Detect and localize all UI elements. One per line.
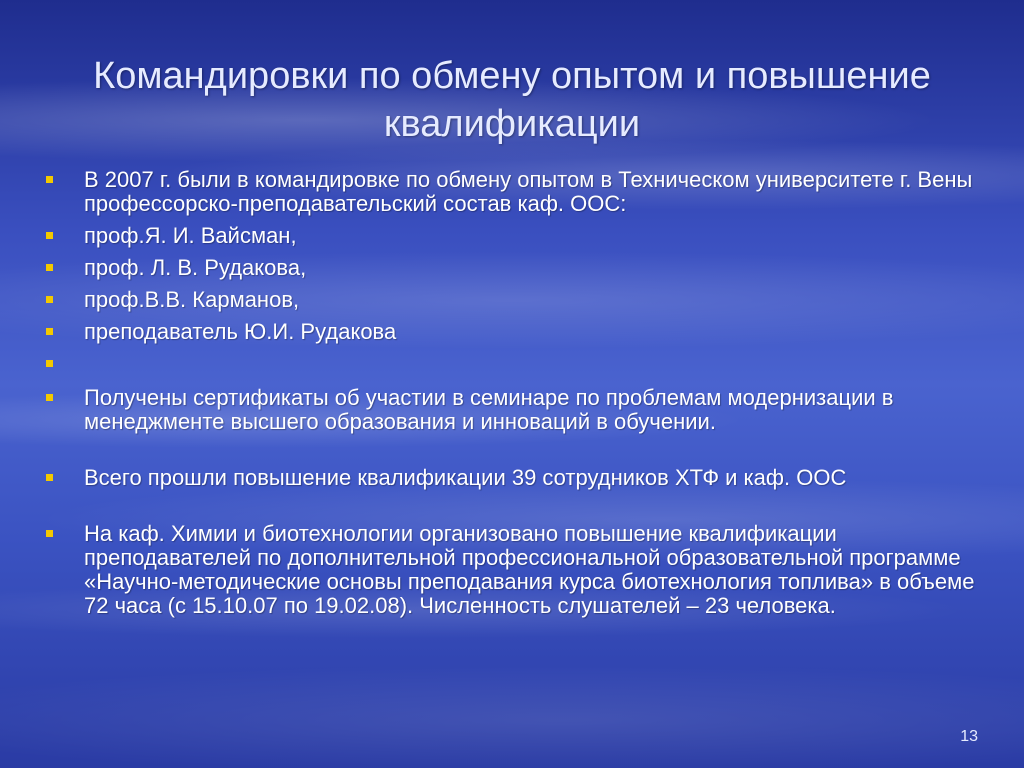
- bullet-square-icon: [46, 530, 53, 537]
- bullet-text: В 2007 г. были в командировке по обмену опытом в Техническом университете г. Вены профессорско-преподавательский состав каф. ООС:: [84, 167, 973, 216]
- bullet-item: [44, 386, 984, 434]
- bullet-item-empty: [44, 352, 984, 376]
- bullet-square-icon: [46, 232, 53, 239]
- bullet-text: проф.В.В. Карманов,: [84, 287, 300, 312]
- bullet-text: На каф. Химии и биотехнологии организовано повышение квалификации преподавателей по дополнительной профессиональной образовательной программе «Научно-методические основы преподавания курса биотехнология топлива» в объеме 72 часа (с 15.10.07 по 19.02.08). Численность слушателей – 23 человека.: [84, 521, 975, 618]
- bullet-item: [44, 256, 984, 280]
- bullet-square-icon: [46, 264, 53, 271]
- bullet-item: [44, 320, 984, 344]
- bullet-text: преподаватель Ю.И. Рудакова: [84, 319, 397, 344]
- bullet-square-icon: [46, 328, 53, 335]
- page-number: 13: [960, 728, 978, 745]
- bullet-square-icon: [46, 360, 53, 367]
- slide-title: Командировки по обмену опытом и повышение квалификации: [93, 55, 931, 145]
- bullet-text: проф. Л. В. Рудакова,: [84, 255, 307, 280]
- bullet-text: проф.Я. И. Вайсман,: [84, 223, 297, 248]
- bullet-text: Получены сертификаты об участии в семинаре по проблемам модернизации в менеджменте высшего образования и инноваций в обучении.: [84, 385, 894, 434]
- bullet-item: [44, 522, 984, 618]
- bullet-text: [84, 351, 90, 376]
- bullet-item: [44, 224, 984, 248]
- bullet-square-icon: [46, 394, 53, 401]
- bullet-text: Всего прошли повышение квалификации 39 сотрудников ХТФ и каф. ООС: [84, 465, 847, 490]
- bullet-list: [44, 168, 984, 618]
- bullet-square-icon: [46, 176, 53, 183]
- bullet-item: [44, 168, 984, 216]
- bullet-square-icon: [46, 296, 53, 303]
- bullet-square-icon: [46, 474, 53, 481]
- bullet-item: [44, 466, 984, 490]
- bullet-item: [44, 288, 984, 312]
